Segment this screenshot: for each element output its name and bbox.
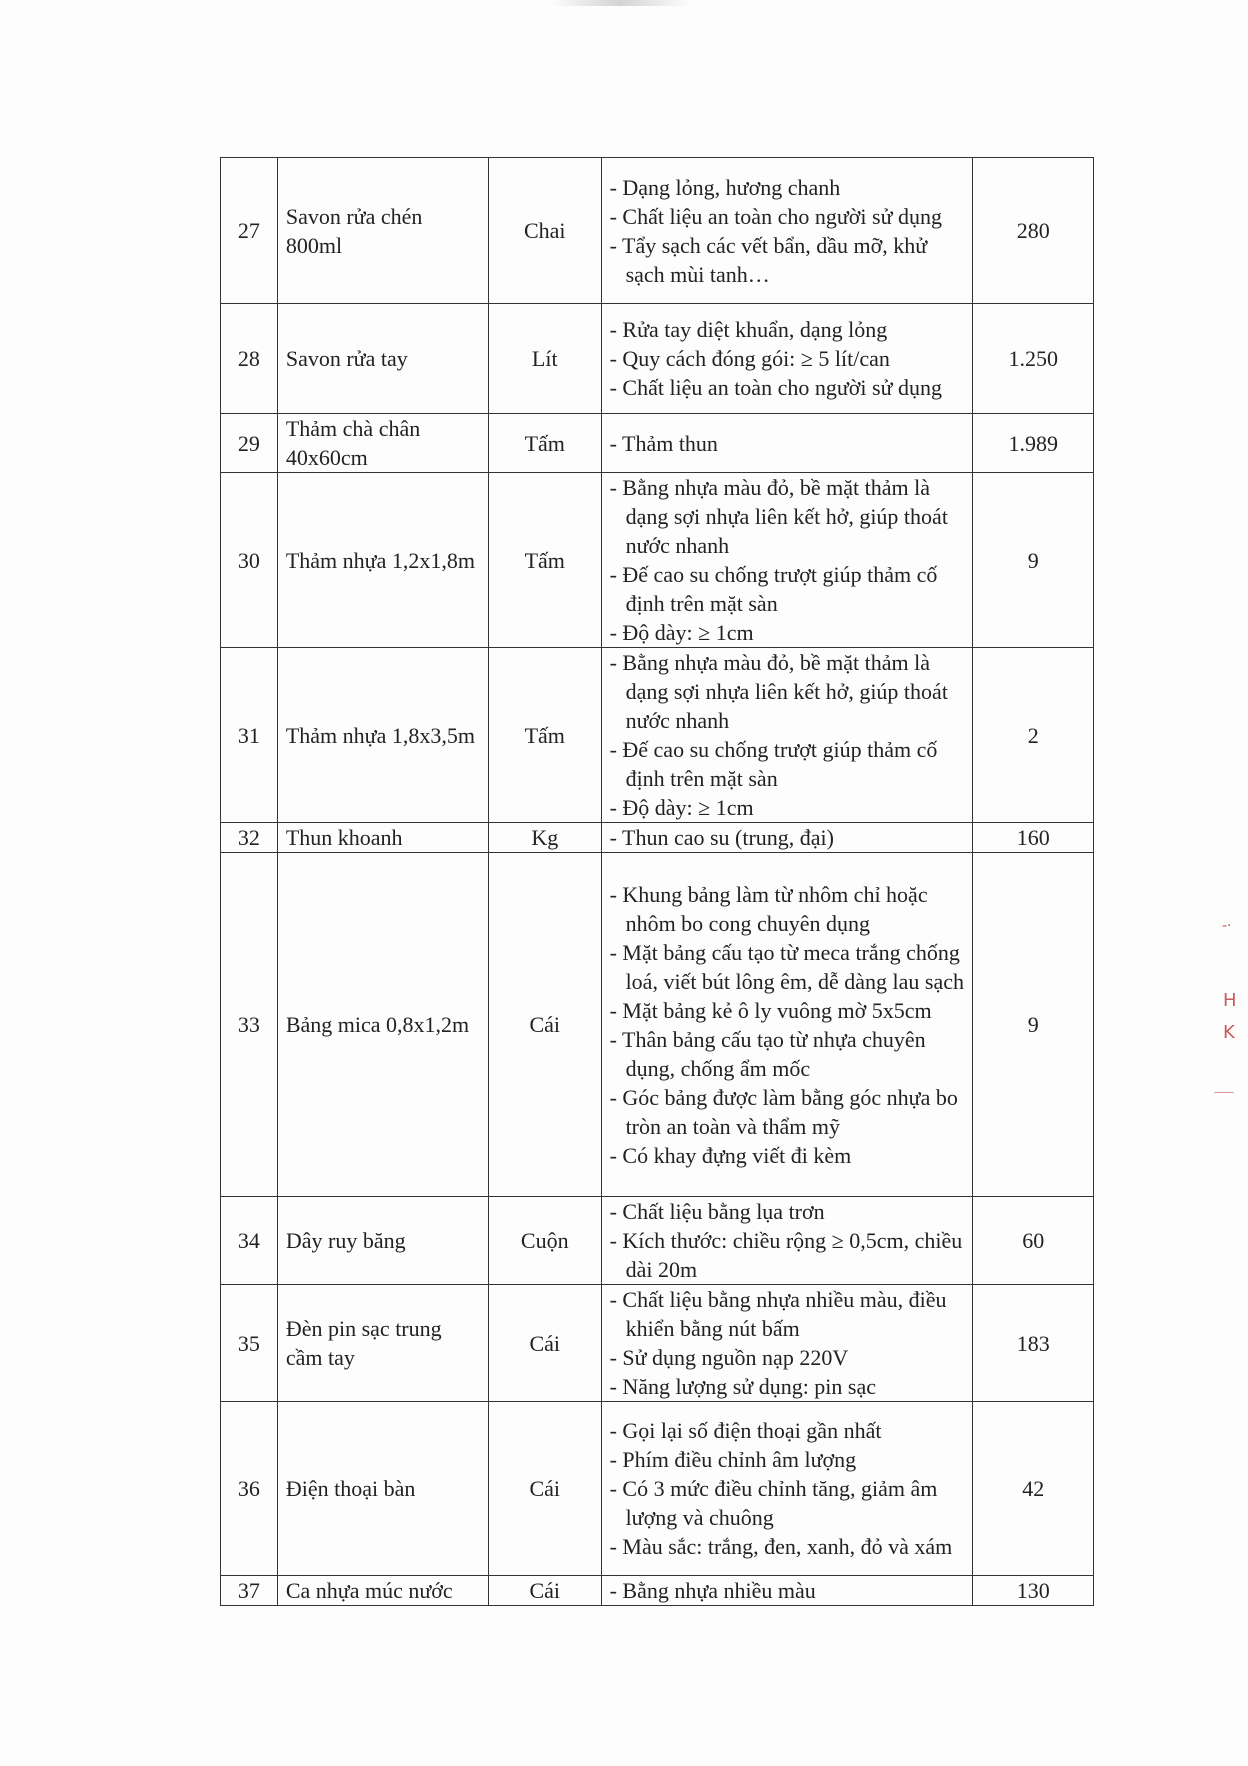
row-stt: 36 [221, 1402, 278, 1576]
row-name: Bảng mica 0,8x1,2m [277, 853, 488, 1197]
row-stt: 32 [221, 823, 278, 853]
desc-line: - Mặt bảng kẻ ô ly vuông mờ 5x5cm [610, 996, 965, 1025]
desc-line: - Bằng nhựa màu đỏ, bề mặt thảm là dạng sợi nhựa liên kết hở, giúp thoát nước nhanh [610, 648, 965, 735]
desc-line: - Thun cao su (trung, đại) [610, 823, 965, 852]
table-row [221, 823, 1094, 853]
row-stt: 35 [221, 1285, 278, 1402]
desc-line: - Chất liệu an toàn cho người sử dụng [610, 373, 965, 402]
row-unit: Tấm [488, 414, 601, 473]
desc-line: - Đế cao su chống trượt giúp thảm cố định trên mặt sàn [610, 560, 965, 618]
row-name: Thun khoanh [277, 823, 488, 853]
row-unit: Cuộn [488, 1197, 601, 1285]
desc-line: - Độ dày: ≥ 1cm [610, 793, 965, 822]
row-qty: 9 [973, 473, 1094, 648]
row-stt: 29 [221, 414, 278, 473]
spec-table [220, 157, 1094, 1606]
row-name: Ca nhựa múc nước [277, 1576, 488, 1606]
row-stt: 37 [221, 1576, 278, 1606]
row-qty: 280 [973, 158, 1094, 304]
row-name: Savon rửa tay [277, 304, 488, 414]
desc-line: - Chất liệu an toàn cho người sử dụng [610, 202, 965, 231]
desc-line: - Độ dày: ≥ 1cm [610, 618, 965, 647]
table-row [221, 1576, 1094, 1606]
margin-line-mark [1214, 1092, 1234, 1093]
row-qty: 9 [973, 853, 1094, 1197]
scan-smudge [550, 0, 690, 6]
row-name: Thảm nhựa 1,2x1,8m [277, 473, 488, 648]
desc-line: - Bằng nhựa nhiều màu [610, 1576, 965, 1605]
row-desc [601, 1576, 973, 1606]
row-desc [601, 1285, 973, 1402]
row-desc [601, 304, 973, 414]
row-desc [601, 823, 973, 853]
table-row [221, 304, 1094, 414]
table-row [221, 158, 1094, 304]
desc-line: - Sử dụng nguồn nạp 220V [610, 1343, 965, 1372]
row-qty: 160 [973, 823, 1094, 853]
row-stt: 30 [221, 473, 278, 648]
row-qty: 183 [973, 1285, 1094, 1402]
desc-line: - Khung bảng làm từ nhôm chỉ hoặc nhôm bo cong chuyên dụng [610, 880, 965, 938]
row-stt: 27 [221, 158, 278, 304]
desc-line: - Có khay đựng viết đi kèm [610, 1141, 965, 1170]
desc-line: - Góc bảng được làm bằng góc nhựa bo tròn an toàn và thẩm mỹ [610, 1083, 965, 1141]
row-qty: 1.989 [973, 414, 1094, 473]
row-unit: Tấm [488, 473, 601, 648]
desc-line: - Bằng nhựa màu đỏ, bề mặt thảm là dạng sợi nhựa liên kết hở, giúp thoát nước nhanh [610, 473, 965, 560]
row-stt: 34 [221, 1197, 278, 1285]
table-row [221, 1402, 1094, 1576]
row-unit: Lít [488, 304, 601, 414]
row-stt: 28 [221, 304, 278, 414]
desc-line: - Dạng lỏng, hương chanh [610, 173, 965, 202]
row-name: Thảm chà chân 40x60cm [277, 414, 488, 473]
row-desc [601, 473, 973, 648]
row-unit: Tấm [488, 648, 601, 823]
desc-line: - Rửa tay diệt khuẩn, dạng lỏng [610, 315, 965, 344]
desc-line: - Màu sắc: trắng, đen, xanh, đỏ và xám [610, 1532, 965, 1561]
row-qty: 2 [973, 648, 1094, 823]
table-row [221, 473, 1094, 648]
row-unit: Cái [488, 1285, 601, 1402]
desc-line: - Đế cao su chống trượt giúp thảm cố định trên mặt sàn [610, 735, 965, 793]
row-qty: 1.250 [973, 304, 1094, 414]
row-unit: Chai [488, 158, 601, 304]
row-name: Savon rửa chén 800ml [277, 158, 488, 304]
desc-line: - Chất liệu bằng nhựa nhiều màu, điều khiển bằng nút bấm [610, 1285, 965, 1343]
desc-line: - Tẩy sạch các vết bẩn, dầu mỡ, khử sạch mùi tanh… [610, 231, 965, 289]
desc-line: - Phím điều chỉnh âm lượng [610, 1445, 965, 1474]
desc-line: - Thân bảng cấu tạo từ nhựa chuyên dụng, chống ẩm mốc [610, 1025, 965, 1083]
table-row [221, 414, 1094, 473]
margin-mark-h: H [1223, 990, 1237, 1011]
desc-line: - Quy cách đóng gói: ≥ 5 lít/can [610, 344, 965, 373]
margin-dash-mark: -· [1222, 918, 1232, 934]
row-name: Thảm nhựa 1,8x3,5m [277, 648, 488, 823]
row-name: Điện thoại bàn [277, 1402, 488, 1576]
desc-line: - Mặt bảng cấu tạo từ meca trắng chống loá, viết bút lông êm, dễ dàng lau sạch [610, 938, 965, 996]
row-desc [601, 648, 973, 823]
table-row [221, 648, 1094, 823]
desc-line: - Kích thước: chiều rộng ≥ 0,5cm, chiều dài 20m [610, 1226, 965, 1284]
row-unit: Cái [488, 1402, 601, 1576]
row-name: Đèn pin sạc trung cầm tay [277, 1285, 488, 1402]
row-unit: Kg [488, 823, 601, 853]
row-qty: 42 [973, 1402, 1094, 1576]
table-row [221, 1285, 1094, 1402]
row-desc [601, 853, 973, 1197]
row-stt: 33 [221, 853, 278, 1197]
table-row [221, 1197, 1094, 1285]
row-qty: 60 [973, 1197, 1094, 1285]
desc-line: - Có 3 mức điều chỉnh tăng, giảm âm lượng và chuông [610, 1474, 965, 1532]
desc-line: - Gọi lại số điện thoại gần nhất [610, 1416, 965, 1445]
row-desc [601, 158, 973, 304]
desc-line: - Năng lượng sử dụng: pin sạc [610, 1372, 965, 1401]
desc-line: - Chất liệu bằng lụa trơn [610, 1197, 965, 1226]
desc-line: - Thảm thun [610, 429, 965, 458]
row-qty: 130 [973, 1576, 1094, 1606]
row-unit: Cái [488, 853, 601, 1197]
row-unit: Cái [488, 1576, 601, 1606]
row-name: Dây ruy băng [277, 1197, 488, 1285]
row-desc [601, 414, 973, 473]
row-stt: 31 [221, 648, 278, 823]
row-desc [601, 1402, 973, 1576]
table-row [221, 853, 1094, 1197]
margin-mark-k: K [1223, 1022, 1235, 1043]
row-desc [601, 1197, 973, 1285]
